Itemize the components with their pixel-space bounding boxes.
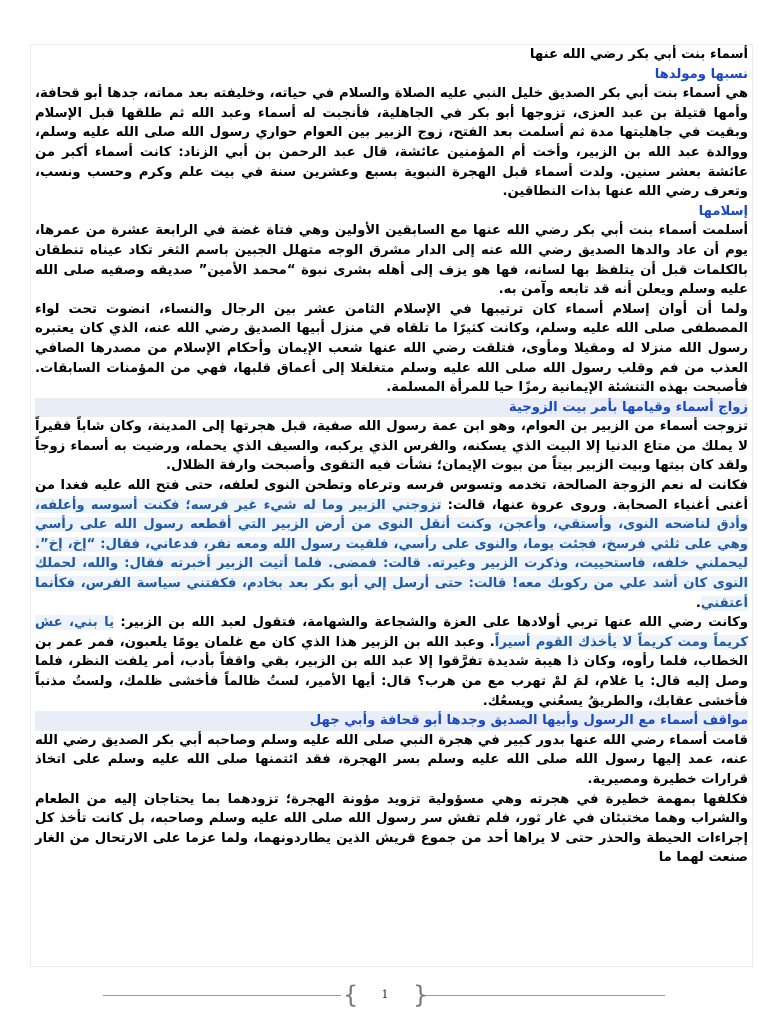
paragraph-positions-2: فكلفها بمهمة خطيرة في هجرته وهي مسؤولية تزويد مؤونة الهجرة؛ تزودهما بما يحتاجان إليه من الطعام والشراب وهما مختبئان في غار ثور، فلم تفش سر رسول الله صلى الله عليه وسلم وصاحبه، بل كانت تأخذ كل إجراءات الحيطة والحذر حتى لا يراها أحد من جموع قريش الذين يطاردونهما، ولما عزما على الارتحال من الغار صنعت لهما ما bbox=[35, 791, 748, 866]
paragraph-marriage-3-lead: وكانت رضي الله عنها تربي أولادها على العزة والشجاعة والشهامة، فتقول لعبد الله بن الزبير: bbox=[114, 615, 748, 631]
quote-urwa: تزوجني الزبير وما له شيء غير فرسه؛ فكنت أسوسه وأعلفه، وأدق لناضحه النوى، وأستقي، وأعجن، وكنت أنقل النوى من أرض الزبير التي أقطعه رسول الله على رأسي وهي على ثلثي فرسخ، فجئت يوما، والنوى على رأسي، فلقيت رسول الله ومعه نفر، فدعاني، فقال: “إخ، إخ”. ليحملني خلفه، فاستحييت، وذكرت الزبير وغيرته. قالت: فمضى. فلما أتيت الزبير أخبرته فقال: والله، لحملك النوى كان أشد علي من ركوبك معه! قالت: حتى أرسل إلي أبو بكر بعد بخادم، فكفتني سياسة الفرس، فكأنما أعتقني bbox=[35, 497, 748, 611]
section-heading-positions bbox=[31, 711, 752, 731]
section-heading-marriage-text: زواج أسماء وقيامها بأمر بيت الزوجية bbox=[35, 398, 748, 418]
paragraph-islam-1: أسلمت أسماء بنت أبي بكر رضي الله عنها مع السابقين الأولين وهي فتاة غضة في الرابعة عشرة من عمرها، يوم أن عاد والدها الصديق رضي الله عنه إلى الدار مشرق الوجه متهلل الجبين باسم الثغر تكاد عيناه تنطقان بالكلمات قبل أن يتلفظ بها لسانه، فها هو يزف إلى أهله بشرى نبوة “محمد الأمين” صديقه وصفيه صلى الله عليه وسلم ويعلن أنه قد تابعه وآمن به. bbox=[35, 223, 748, 298]
paragraph-marriage-2 bbox=[31, 476, 752, 613]
paragraph-marriage-3-rest: . وعبد الله بن الزبير هذا الذي كان مع غلمان يومًا يلعبون، فمر عمر بن الخطاب، فلما رأوه، وكان ذا هيبة شديدة تفرَّقوا إلا عبد الله بن الزبير، بقي واقفاً بأدب، أمر يلفت النظر، فلما وصل إليه قال: يا غلام، لمَ لمْ تهرب مع من هرب؟ قال: أيها الأمير، لستُ ظالماً فأخشى ظلمك، ولستُ مذنباً فأخشى عقابك، والطريقُ يسعُني ويسعُك. bbox=[35, 634, 748, 709]
footer-bracket-left: { bbox=[343, 981, 359, 1009]
paragraph-marriage-1: تزوجت أسماء من الزبير بن العوام، وهو ابن عمة رسول الله صفية، قبل هجرتها إلى المدينة، وكان شاباً فقيراً لا يملك من متاع الدنيا إلا البيت الذي يسكنه، والفرس الذي يركبه، والسيف الذي يحمله، ورضيت به أسماء زوجاً ولقد كان بيتها وبيت الزبير بيتاً من بيوت الإيمان؛ نشأت فيه التقوى وأصبحت وارفة الظلال. bbox=[35, 419, 748, 474]
footer-bracket-right: } bbox=[413, 981, 429, 1009]
section-heading-marriage bbox=[31, 398, 752, 418]
paragraph-marriage-3 bbox=[31, 613, 752, 711]
paragraph-positions-1: قامت أسماء رضي الله عنها بدور كبير في هجرة النبي صلى الله عليه وسلم وصاحبه أبي بكر الصديق رضي الله عنه، عمد إليها رسول الله صلى الله عليه وسلم بسر الهجرة، فقد ائتمنها صلى الله عليه وسلم على اتخاذ قرارات خطيرة ومصيرية. bbox=[35, 732, 748, 787]
quote-son: يا بني، عش كريماً ومت كريماً لا يأخذك القوم أسيراً bbox=[35, 615, 748, 650]
document-title: أسماء بنت أبي بكر رضي الله عنها bbox=[529, 47, 748, 62]
section-heading-islam: إسلامها bbox=[698, 203, 748, 219]
footer-rule-left bbox=[103, 995, 341, 996]
section-heading-positions-text: مواقف أسماء مع الرسول وأبيها الصديق وجدها أبو قحافة وأبي جهل bbox=[35, 711, 748, 731]
section-heading-lineage: نسبها ومولدها bbox=[654, 66, 748, 82]
paragraph-marriage-2-lead: فكانت له نعم الزوجة الصالحة، تخدمه وتسوس فرسه وترعاه وتطحن النوى لعلفه، حتى فتح الله عليه فغدا من أغنى أغنياء الصحابة. وروى عروة عنها، قالت: bbox=[35, 478, 748, 513]
page-number: 1 bbox=[381, 988, 389, 1001]
paragraph-lineage: هي أسماء بنت أبي بكر الصديق خليل النبي عليه الصلاة والسلام في حياته، وخليفته بعد مماته، جدها أبو قحافة، وأمها قتيلة بن عبد العزى، تزوجها أبو بكر في الجاهلية، فأنجبت له أسماء وعبد الله ثم طلقها قبل الإسلام وبقيت في جاهليتها مدة ثم أسلمت بعد الفتح، زوج الزبير بين العوام حواري رسول الله صلى الله عليه وسلم، ووالدة عبد الله بن الزبير، وأخت أم المؤمنين عائشة، قال عبد الرحمن بن أبي الزناد: كانت أسماء أكبر من عائشة بعشر سنين. ولدت أسماء قبل الهجرة النبوية بسبع وعشرين سنة في بيت علم وكرم وحسب ونسب، وتعرف رضي الله عنها بذات النطاقين. bbox=[35, 86, 748, 200]
footer-rule-right bbox=[425, 995, 665, 996]
page-content bbox=[30, 44, 753, 967]
paragraph-islam-2: ولما أن أوان إسلام أسماء كان ترتيبها في الإسلام الثامن عشر بين الرجال والنساء، انضوت تحت لواء المصطفى صلى الله عليه وسلم، وكانت كثيرًا ما تلقاه في منزل أبيها الصديق رضي الله عنه، الذي كان يعتبره رسول الله منزلا له ومقيلا ومأوى، فتلقت رضي الله عنها شعب الإيمان وأحكام الإسلام من مصدرها الصافي العذب من فم وقلب رسول الله صلى الله عليه وسلم متغلغلا إلى أعماق قلبها، فهي من المؤمنات السابقات. فأصبحت بهذه التنشئة الإيمانية رمزًا حيا للمرأة المسلمة. bbox=[35, 301, 748, 396]
paragraph-marriage-2-end: . bbox=[695, 595, 701, 611]
